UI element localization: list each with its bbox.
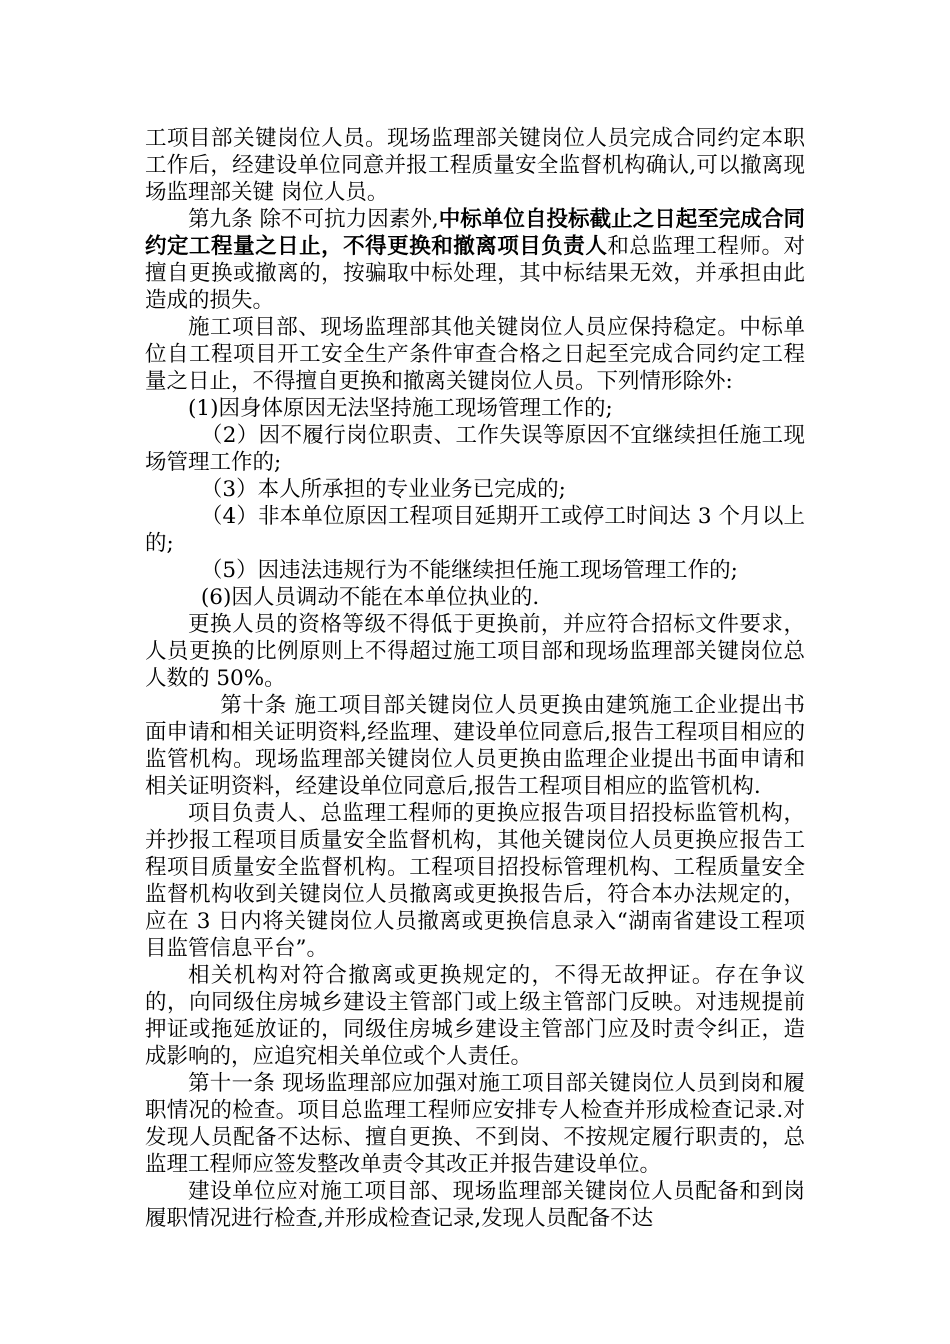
list-item-5: （5）因违法违规行为不能继续担任施工现场管理工作的;	[200, 558, 738, 583]
paragraph-replacement: 更换人员的资格等级不得低于更换前，并应符合招标文件要求，人员更换的比例原则上不得超过施工项目部和现场监理部关键岗位总人数的 50%。	[145, 612, 805, 691]
list-item-1: (1)因身体原因无法坚持施工现场管理工作的;	[188, 396, 613, 421]
bold-emphasis: 中标单位自投标截止之日起至完成合同约定工程量之日止，不得更换和撤离项目负责人	[145, 207, 805, 259]
paragraph-construction-unit: 建设单位应对施工项目部、现场监理部关键岗位人员配备和到岗履职情况进行检查,并形成检查记录,发现人员配备不达	[145, 1179, 805, 1231]
paragraph-article-11: 第十一条 现场监理部应加强对施工项目部关键岗位人员到岗和履职情况的检查。项目总监理工程师应安排专人检查并形成检查记录.对发现人员配备不达标、擅自更换、不到岗、不按规定履行职责的，总监理工程师应签发整改单责令其改正并报告建设单位。	[145, 1071, 805, 1177]
list-item-4: （4）非本单位原因工程项目延期开工或停工时间达 3 个月以上的;	[145, 504, 805, 556]
list-item-6: (6)因人员调动不能在本单位执业的.	[200, 585, 540, 610]
list-item-3: （3）本人所承担的专业业务已完成的;	[200, 477, 566, 502]
list-item-2: （2）因不履行岗位职责、工作失误等原因不宜继续担任施工现场管理工作的;	[145, 423, 805, 475]
paragraph-article-10: 第十条 施工项目部关键岗位人员更换由建筑施工企业提出书面申请和相关证明资料,经监理、建设单位同意后,报告工程项目相应的监管机构。现场监理部关键岗位人员更换由监理企业提出书面申请和相关证明资料，经建设单位同意后,报告工程项目相应的监管机构.	[145, 693, 805, 799]
paragraph-article-9: 第九条 除不可抗力因素外,中标单位自投标截止之日起至完成合同约定工程量之日止，不得更换和撤离项目负责人和总监理工程师。对擅自更换或撤离的，按骗取中标处理，其中标结果无效，并承担由此造成的损失。	[145, 207, 805, 313]
paragraph-1: 工项目部关键岗位人员。现场监理部关键岗位人员完成合同约定本职工作后，经建设单位同意并报工程质量安全监督机构确认,可以撤离现场监理部关键 岗位人员。	[145, 126, 805, 205]
paragraph-3: 施工项目部、现场监理部其他关键岗位人员应保持稳定。中标单位自工程项目开工安全生产条件审查合格之日起至完成合同约定工程量之日止，不得擅自更换和撤离关键岗位人员。下列情形除外:	[145, 315, 805, 394]
document-page	[145, 125, 805, 1232]
paragraph-certificates: 相关机构对符合撤离或更换规定的，不得无故押证。存在争议的，向同级住房城乡建设主管部门或上级主管部门反映。对违规提前押证或拖延放证的，同级住房城乡建设主管部门应及时责令纠正，造成影响的，应追究相关单位或个人责任。	[145, 963, 805, 1069]
paragraph-reporting: 项目负责人、总监理工程师的更换应报告项目招投标监管机构，并抄报工程项目质量安全监督机构，其他关键岗位人员更换应报告工程项目质量安全监督机构。工程项目招投标管理机构、工程质量安全监督机构收到关键岗位人员撤离或更换报告后，符合本办法规定的，应在 3 日内将关键岗位人员撤离或更换信息录入“湖南省建设工程项目监管信息平台”。	[145, 801, 805, 961]
